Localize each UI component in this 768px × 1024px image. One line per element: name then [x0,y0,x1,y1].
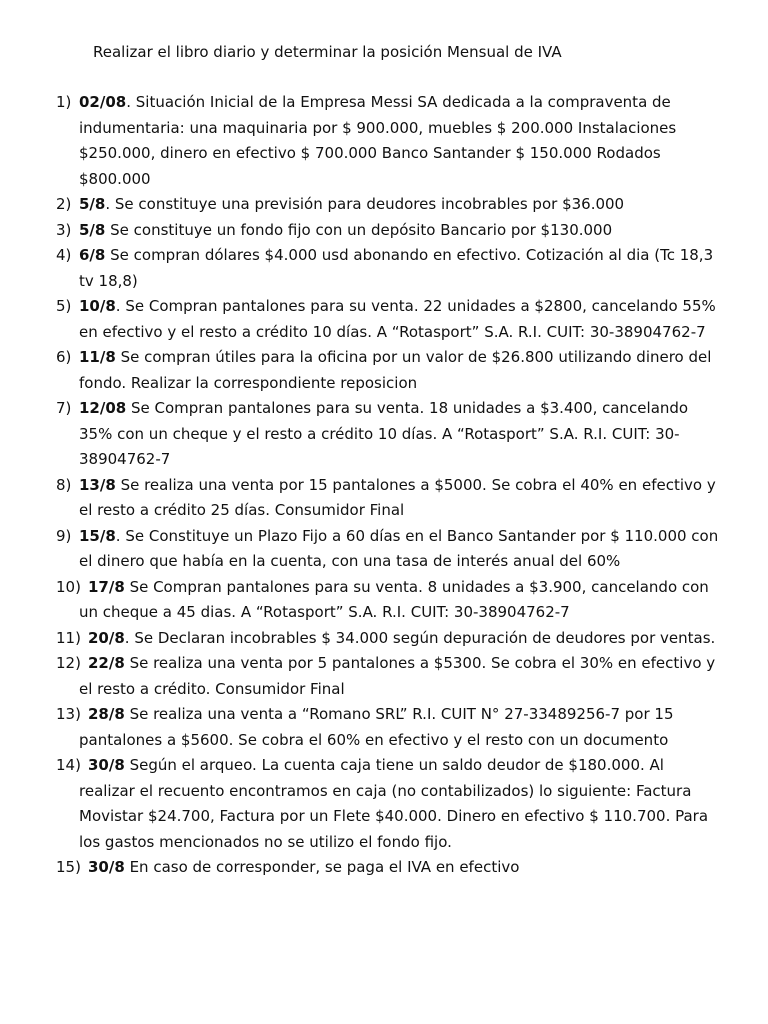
item-text [79,753,719,855]
list-item [0,651,719,702]
item-date: 22/8 [88,654,125,672]
item-body: Se Compran pantalones para su venta. 8 unidades a $3.900, cancelando con un cheque a 45 dias. A “Rotasport” S.A. R.I. CUIT: 30-38904762-7 [79,577,709,621]
item-number: 2) [56,195,72,213]
item-text [79,294,719,345]
list-item [0,345,719,396]
item-text [79,855,719,881]
item-number: 5) [56,297,72,315]
item-number: 10) [56,577,81,596]
item-text [79,626,719,652]
item-body: . Se constituye una previsión para deudores incobrables por $36.000 [105,195,625,213]
item-number: 7) [56,399,72,417]
list-item [0,524,719,575]
list-item [0,855,719,881]
list-item [0,626,719,652]
item-number: 6) [56,348,72,366]
item-body: Se constituye un fondo fijo con un depósito Bancario por $130.000 [105,220,613,239]
item-body: Según el arqueo. La cuenta caja tiene un saldo deudor de $180.000. Al realizar el recuento encontramos en caja (no contabilizados) lo siguiente: Factura Movistar $24.700, Factura por un Flete $40.000. Dinero en efectivo $ 110.700. Para los gastos mencionados no se utilizo el fondo fijo. [79,756,709,851]
item-date: 13/8 [79,475,116,494]
item-date: 30/8 [88,858,125,876]
list-item [0,753,719,855]
item-date: 12/08 [79,399,127,417]
item-date: 6/8 [79,246,106,264]
item-text [79,575,719,626]
item-number: 12) [56,654,81,672]
item-text [79,192,719,218]
item-body: Se compran dólares $4.000 usd abonando en efectivo. Cotización al dia (Tc 18,3 tv 18,8) [79,246,714,290]
item-body: Se realiza una venta por 5 pantalones a $5300. Se cobra el 30% en efectivo y el resto a crédito. Consumidor Final [79,654,716,698]
item-body: Se compran útiles para la oficina por un valor de $26.800 utilizando dinero del fondo. Realizar la correspondiente reposicion [79,348,712,392]
item-body: . Situación Inicial de la Empresa Messi SA dedicada a la compraventa de indumentaria: una maquinaria por $ 900.000, muebles $ 200.000 Instalaciones $250.000, dinero en efectivo $ 700.000 Banco Santander $ 150.000 Rodados $800.000 [79,93,677,188]
item-text [79,345,719,396]
list-item [0,294,719,345]
item-number: 13) [56,705,81,723]
item-text [79,702,719,753]
item-body: Se realiza una venta a “Romano SRL” R.I. CUIT N° 27-33489256-7 por 15 pantalones a $5600. Se cobra el 60% en efectivo y el resto con un documento [79,705,674,749]
item-body: Se realiza una venta por 15 pantalones a $5000. Se cobra el 40% en efectivo y el resto a crédito 25 días. Consumidor Final [79,475,716,519]
item-body: . Se Declaran incobrables $ 34.000 según depuración de deudores por ventas. [124,628,716,647]
item-body: En caso de corresponder, se paga el IVA en efectivo [124,858,520,876]
item-text [79,218,719,244]
item-date: 17/8 [88,577,125,596]
item-number: 15) [56,858,81,876]
item-body: Se Compran pantalones para su venta. 18 unidades a $3.400, cancelando 35% con un cheque y el resto a crédito 10 días. A “Rotasport” S.A. R.I. CUIT: 30-38904762-7 [79,399,689,468]
exercise-list [0,90,768,881]
item-text [79,473,719,524]
item-text [79,243,719,294]
item-text [79,524,719,575]
list-item [0,90,719,192]
list-item [0,192,719,218]
list-item [0,575,719,626]
list-item [0,243,719,294]
item-text [79,651,719,702]
item-date: 30/8 [88,756,125,774]
item-number: 14) [56,756,81,774]
item-number: 8) [56,475,72,494]
item-date: 28/8 [88,705,125,723]
item-body: . Se Constituye un Plazo Fijo a 60 días en el Banco Santander por $ 110.000 con el dinero que había en la cuenta, con una tasa de interés anual del 60% [79,526,719,570]
item-date: 10/8 [79,297,116,315]
item-date: 11/8 [79,348,116,366]
item-text [79,396,719,473]
item-date: 5/8 [79,220,106,239]
item-number: 3) [56,220,72,239]
item-date: 02/08 [79,93,127,111]
item-text [79,90,719,192]
item-number: 11) [56,628,81,647]
item-body: . Se Compran pantalones para su venta. 22 unidades a $2800, cancelando 55% en efectivo y el resto a crédito 10 días. A “Rotasport” S.A. R.I. CUIT: 30-38904762-7 [79,297,716,341]
item-number: 4) [56,246,72,264]
item-number: 1) [56,93,72,111]
document-title: Realizar el libro diario y determinar la posición Mensual de IVA [93,43,562,61]
list-item [0,473,719,524]
list-item [0,702,719,753]
item-number: 9) [56,526,72,545]
item-date: 15/8 [79,526,116,545]
item-date: 20/8 [88,628,125,647]
list-item [0,218,719,244]
list-item [0,396,719,473]
item-date: 5/8 [79,195,106,213]
